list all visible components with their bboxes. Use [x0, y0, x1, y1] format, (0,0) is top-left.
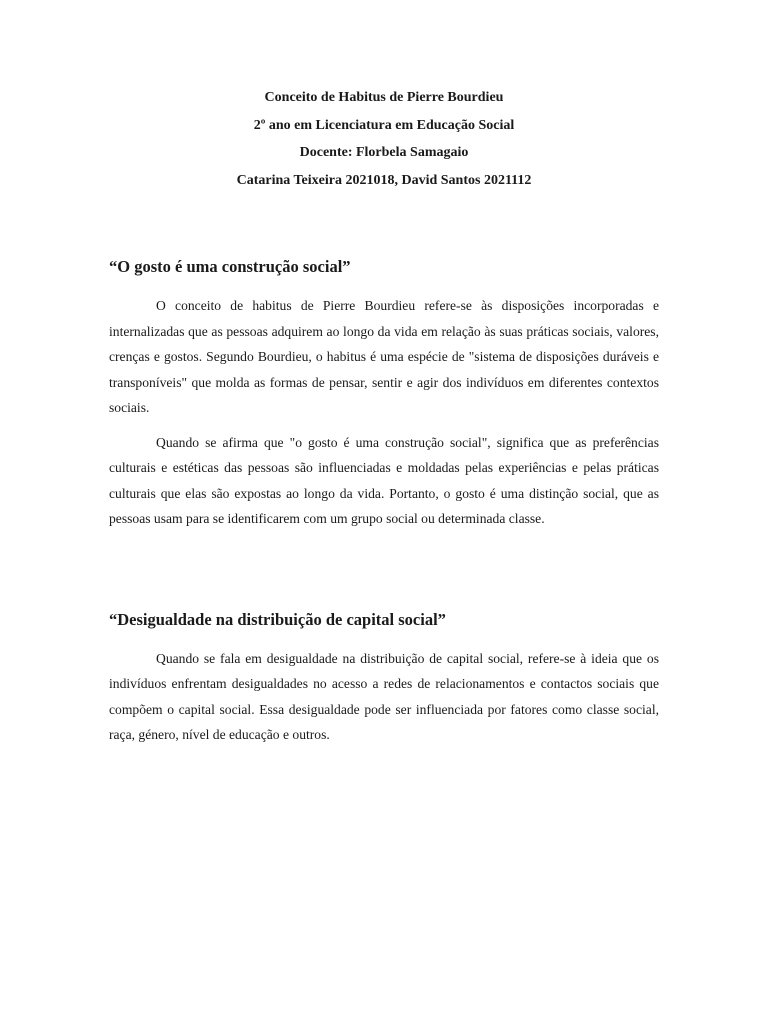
- paragraph: Quando se fala em desigualdade na distribuição de capital social, refere-se à ideia que os indivíduos enfrentam desigualdades no acesso a redes de relacionamentos e contactos sociais que compõem o capital social. Essa desigualdade pode ser influenciada por fatores como classe social, raça, género, nível de educação e outros.: [109, 650, 659, 742]
- paragraph: Quando se afirma que "o gosto é uma construção social", significa que as preferências culturais e estéticas das pessoas são influenciadas e moldadas pelas experiências e pelas práticas culturais que elas são expostas ao longo da vida. Portanto, o gosto é uma distinção social, que as pessoas usam para se identificarem com um grupo social ou determinada classe.: [109, 434, 659, 526]
- teacher-line: Docente: Florbela Samagaio: [299, 145, 469, 160]
- section-title-taste: “O gosto é uma construção social”: [109, 257, 351, 276]
- section-title-inequality: “Desigualdade na distribuição de capital social”: [109, 609, 446, 629]
- course-line: 2º ano em Licenciatura em Educação Social: [253, 117, 515, 133]
- authors-line: Catarina Teixeira 2021018, David Santos 2021112: [236, 172, 532, 188]
- document-title: Conceito de Habitus de Pierre Bourdieu: [264, 90, 504, 105]
- document-header: [109, 84, 659, 194]
- paragraph: O conceito de habitus de Pierre Bourdieu refere-se às disposições incorporadas e internalizadas que as pessoas adquirem ao longo da vida em relação às suas práticas sociais, valores, crenças e gostos. Segundo Bourdieu, o habitus é uma espécie de "sistema de disposições duráveis e transponíveis" que molda as formas de pensar, sentir e agir dos indivíduos em diferentes contextos sociais.: [109, 298, 659, 415]
